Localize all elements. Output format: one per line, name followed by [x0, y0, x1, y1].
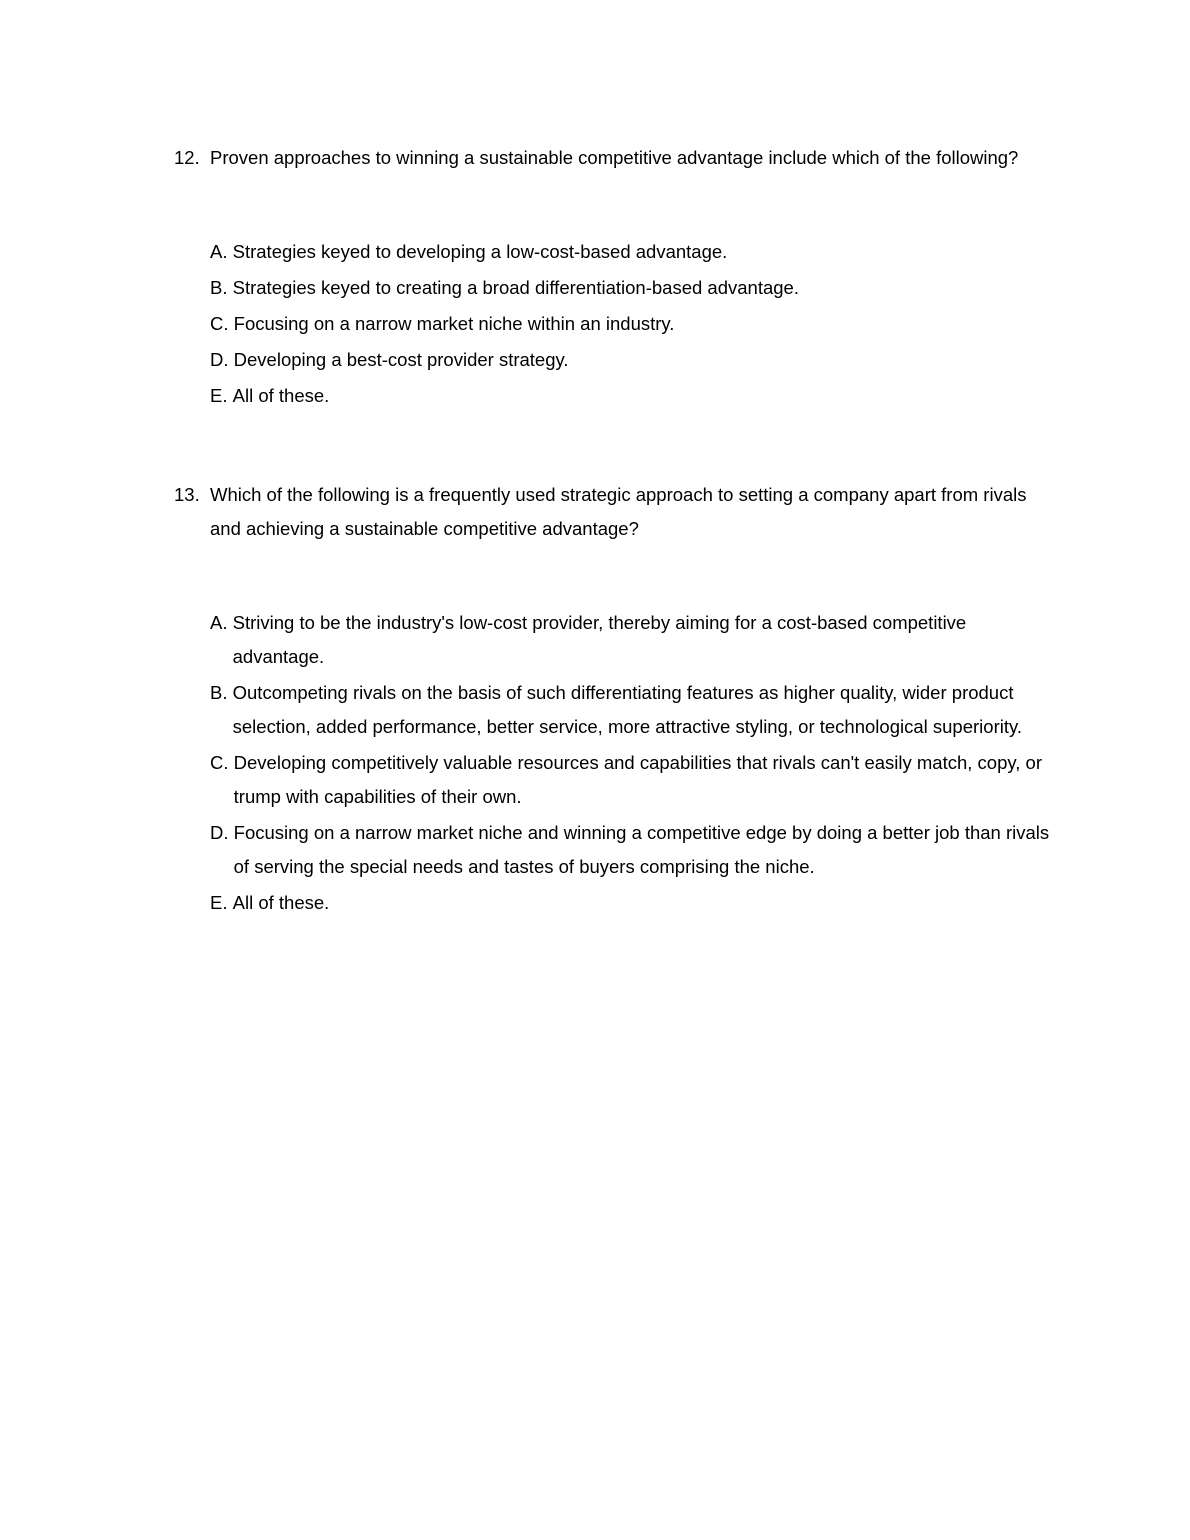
choice-letter: A. [210, 612, 233, 633]
question-text: Proven approaches to winning a sustainable competitive advantage include which of the following? [210, 147, 1019, 168]
choice-text: Developing competitively valuable resources and capabilities that rivals can't easily match, copy, or trump with capabilities of their own. [233, 752, 1042, 807]
answer-choice-e [210, 886, 1054, 920]
choice-letter: A. [210, 241, 233, 262]
choice-letter: B. [210, 277, 233, 298]
question-stem [174, 141, 1054, 175]
answer-choice-e [210, 379, 1054, 413]
choice-letter: C. [210, 752, 234, 773]
answer-choice-d [210, 816, 1054, 884]
choice-text: Focusing on a narrow market niche and winning a competitive edge by doing a better job than rivals of serving the special needs and tastes of buyers comprising the niche. [233, 822, 1050, 877]
choice-letter: E. [210, 385, 233, 406]
question-number: 13. [174, 484, 200, 505]
answer-choice-d [210, 343, 1054, 377]
answer-choice-c [210, 746, 1054, 814]
question-12 [174, 141, 1054, 415]
choice-text: Focusing on a narrow market niche within an industry. [233, 313, 675, 334]
question-stem [174, 478, 1054, 546]
answer-choice-c [210, 307, 1054, 341]
choice-text: Strategies keyed to developing a low-cost-based advantage. [232, 241, 728, 262]
choice-letter: D. [210, 349, 234, 370]
question-text: Which of the following is a frequently used strategic approach to setting a company apart from rivals and achieving a sustainable competitive advantage? [210, 484, 1027, 539]
choice-letter: D. [210, 822, 234, 843]
choice-text: Strategies keyed to creating a broad differentiation-based advantage. [232, 277, 799, 298]
answer-choices [174, 235, 1054, 413]
choice-letter: B. [210, 682, 233, 703]
choice-letter: C. [210, 313, 234, 334]
choice-text: Striving to be the industry's low-cost provider, thereby aiming for a cost-based competitive advantage. [232, 612, 967, 667]
answer-choices [174, 606, 1054, 920]
answer-choice-b [210, 271, 1054, 305]
answer-choice-b [210, 676, 1054, 744]
question-number: 12. [174, 147, 200, 168]
answer-choice-a [210, 235, 1054, 269]
choice-text: Outcompeting rivals on the basis of such differentiating features as higher quality, wider product selection, added performance, better service, more attractive styling, or technological superiority. [232, 682, 1022, 737]
choice-text: Developing a best-cost provider strategy. [233, 349, 569, 370]
answer-choice-a [210, 606, 1054, 674]
question-13 [174, 478, 1054, 922]
choice-letter: E. [210, 892, 233, 913]
choice-text: All of these. [232, 385, 330, 406]
choice-text: All of these. [232, 892, 330, 913]
